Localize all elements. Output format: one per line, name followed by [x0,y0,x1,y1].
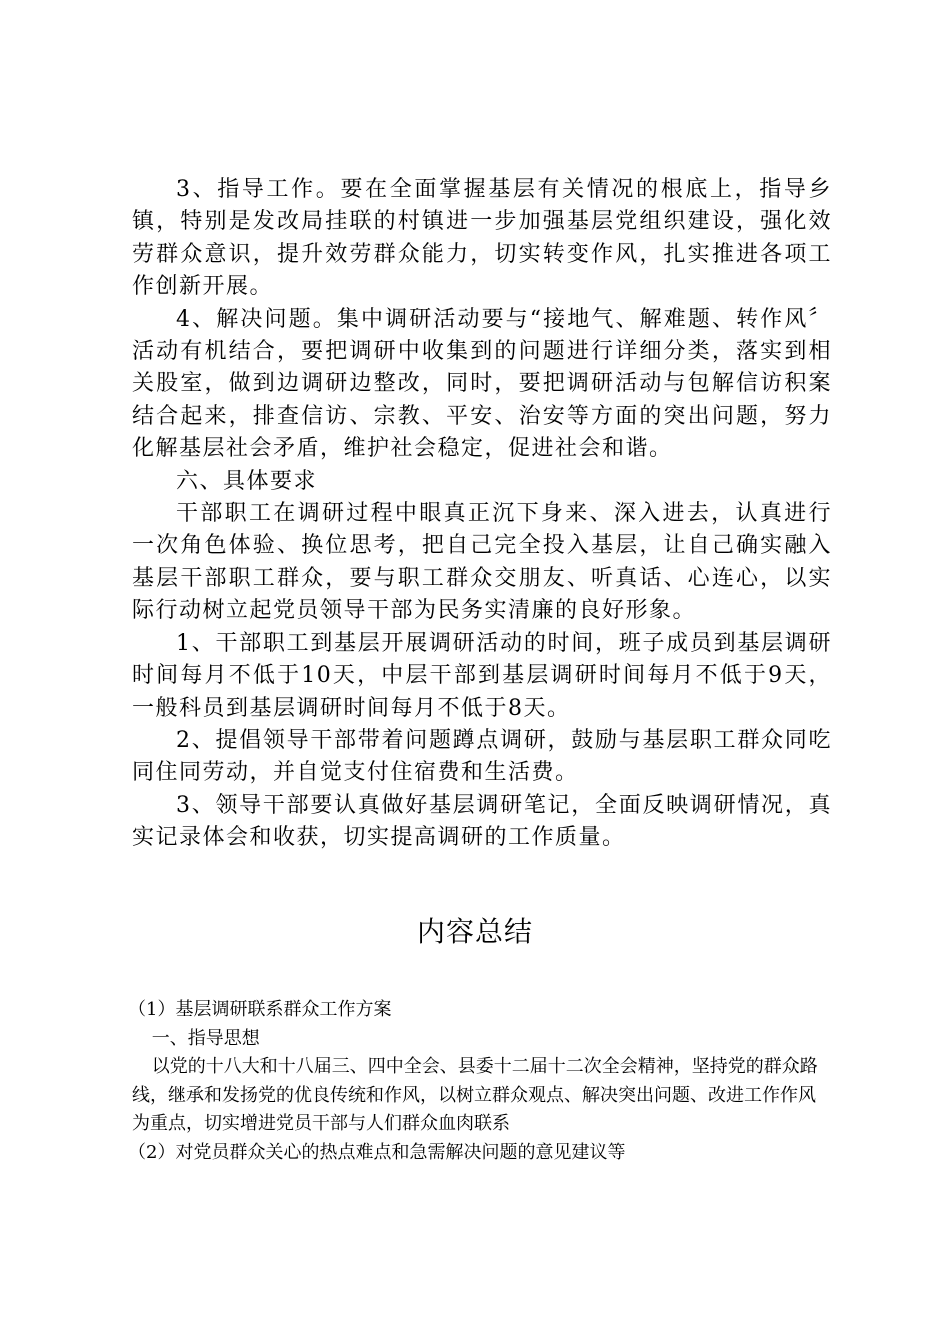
paragraph-solve-problems: 4、解决问题。集中调研活动要与“接地气、解难题、转作风〞活动有机结合，要把调研中收集到的问题进行详细分类，落实到相关股室，做到边调研边整改，同时，要把调研活动与包解信访积案结合起来，排查信访、宗教、平安、治安等方面的突出问题，努力化解基层社会矛盾，维护社会稳定，促进社会和谐。 [132,306,832,462]
paragraph-cadre-attitude: 干部职工在调研过程中眼真正沉下身来、深入进去，认真进行一次角色体验、换位思考，把自己完全投入基层，让自己确实融入基层干部职工群众，要与职工群众交朋友、听真话、心连心，以实际行动树立起党员领导干部为民务实清廉的良好形象。 [132,501,832,624]
summary-section [128,996,832,1167]
paragraph-research-notes: 3、领导干部要认真做好基层调研笔记，全面反映调研情况，真实记录体会和收获，切实提高调研的工作质量。 [132,792,832,851]
paragraph-squat-research: 2、提倡领导干部带着问题蹲点调研，鼓励与基层职工群众同吃同住同劳动，并自觉支付住宿费和生活费。 [132,727,832,786]
body-text [132,174,832,855]
summary-item-1-label: （1）基层调研联系群众工作方案 [128,999,392,1020]
section-heading-requirements: 六、具体要求 [176,468,318,494]
paragraph-guide-work: 3、指导工作。要在全面掌握基层有关情况的根底上，指导乡镇，特别是发改局挂联的村镇进一步加强基层党组织建设，强化效劳群众意识，提升效劳群众能力，切实转变作风，扎实推进各项工作创新开展。 [132,177,832,300]
paragraph-research-time: 1、干部职工到基层开展调研活动的时间，班子成员到基层调研时间每月不低于10天，中层干部到基层调研时间每月不低于9天，一般科员到基层调研时间每月不低于8天。 [132,630,832,721]
summary-item-1-heading: 一、指导思想 [151,1027,260,1049]
summary-title: 内容总结 [416,915,533,948]
summary-item-1-text: 以党的十八大和十八届三、四中全会、县委十二届十二次全会精神，坚持党的群众路线，继承和发扬党的优良传统和作风，以树立群众观点、解决突出问题、改进工作作风为重点，切实增进党员干部与人们群众血肉联系 [132,1056,818,1134]
summary-item-2-label: （2）对党员群众关心的热点难点和急需解决问题的意见建议等 [128,1141,626,1163]
